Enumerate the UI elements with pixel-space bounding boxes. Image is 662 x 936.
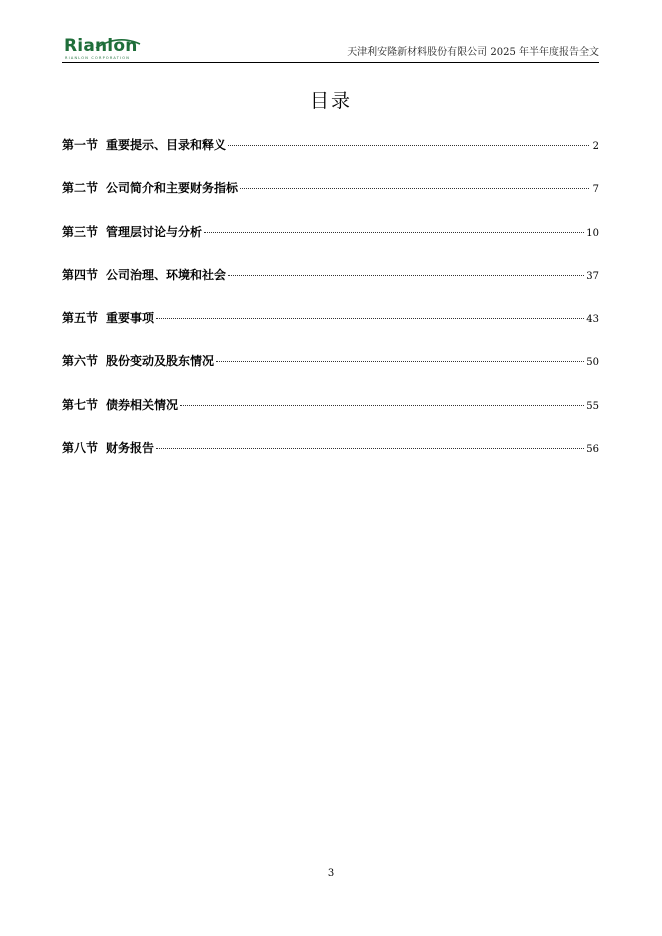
logo-subtext: RIANLON CORPORATION xyxy=(65,56,131,60)
toc-entry[interactable] xyxy=(62,223,599,266)
company-logo xyxy=(64,38,144,62)
toc-leader-dots xyxy=(180,405,584,406)
toc-section-number: 第二节 xyxy=(62,181,99,196)
toc-section-number: 第一节 xyxy=(62,138,99,152)
toc-leader-dots xyxy=(156,318,584,319)
toc-entry-label xyxy=(62,136,226,153)
table-of-contents xyxy=(62,136,599,482)
toc-section-title: 债券相关情况 xyxy=(106,397,179,412)
toc-entry[interactable] xyxy=(62,352,599,395)
toc-entry-label xyxy=(62,266,226,283)
toc-page-number: 7 xyxy=(592,184,599,196)
toc-leader-dots xyxy=(228,145,589,146)
toc-section-number: 第四节 xyxy=(62,267,99,282)
toc-section-title: 股份变动及股东情况 xyxy=(106,354,215,369)
toc-entry-label xyxy=(62,352,214,369)
toc-entry-label xyxy=(62,439,154,456)
logo-wordmark: Rianlon xyxy=(64,36,138,56)
toc-section-title: 财务报告 xyxy=(106,441,155,456)
toc-entry-label xyxy=(62,223,202,240)
toc-section-title: 公司简介和主要财务指标 xyxy=(106,181,239,196)
toc-page-number: 50 xyxy=(586,357,599,369)
toc-page-number: 2 xyxy=(592,141,599,152)
toc-page-number: 10 xyxy=(586,227,599,239)
toc-section-number: 第五节 xyxy=(62,311,99,326)
toc-entry[interactable] xyxy=(62,439,599,482)
toc-entry[interactable] xyxy=(62,136,599,179)
toc-leader-dots xyxy=(228,275,584,276)
toc-section-number: 第八节 xyxy=(62,441,99,456)
toc-leader-dots xyxy=(216,361,584,362)
logo-swoosh-icon xyxy=(94,38,142,52)
toc-entry-label xyxy=(62,179,238,196)
toc-page-number: 56 xyxy=(586,444,599,456)
toc-leader-dots xyxy=(156,448,584,449)
toc-leader-dots xyxy=(240,188,589,189)
toc-entry-label xyxy=(62,309,154,326)
toc-section-title: 重要提示、目录和释义 xyxy=(106,138,227,152)
document-title: 天津利安隆新材料股份有限公司 2025 年半年度报告全文 xyxy=(347,47,599,58)
toc-page-number: 37 xyxy=(586,270,599,282)
toc-page-number: 55 xyxy=(586,400,599,412)
toc-entry[interactable] xyxy=(62,309,599,352)
toc-entry[interactable] xyxy=(62,266,599,309)
toc-section-number: 第三节 xyxy=(62,224,99,239)
page-header xyxy=(62,34,599,63)
toc-entry[interactable] xyxy=(62,396,599,439)
footer-page-number: 3 xyxy=(327,868,335,879)
toc-entry-label xyxy=(62,396,178,413)
toc-page-number: 43 xyxy=(586,314,599,326)
toc-section-title: 公司治理、环境和社会 xyxy=(106,267,227,282)
toc-section-title: 重要事项 xyxy=(106,311,155,326)
toc-title: 目录 xyxy=(309,90,352,112)
toc-entry[interactable] xyxy=(62,179,599,222)
toc-section-number: 第六节 xyxy=(62,354,99,369)
toc-section-number: 第七节 xyxy=(62,397,99,412)
toc-section-title: 管理层讨论与分析 xyxy=(106,224,203,239)
toc-leader-dots xyxy=(204,232,584,233)
